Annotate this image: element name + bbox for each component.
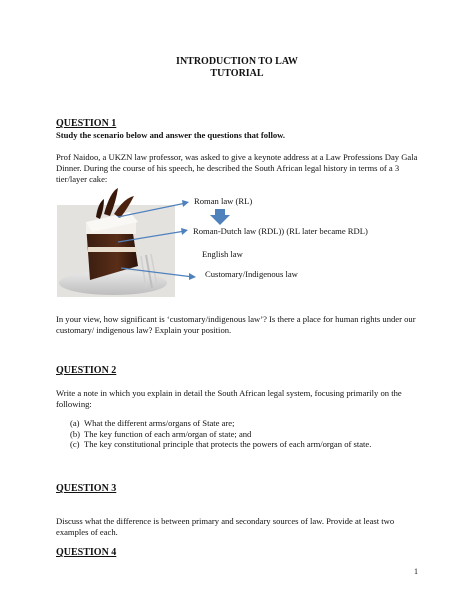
question-1-heading: QUESTION 1 xyxy=(56,118,117,129)
arrow-head-icon xyxy=(189,273,196,280)
down-arrow-icon xyxy=(210,209,230,225)
arrow-head-icon xyxy=(181,228,188,235)
label-customary-law: Customary/Indigenous law xyxy=(205,269,298,279)
list-item: (a) What the different arms/organs of State are; xyxy=(70,418,235,428)
label-roman-law: Roman law (RL) xyxy=(194,196,253,206)
document-subtitle: TUTORIAL xyxy=(210,68,264,79)
arrow-to-roman-law xyxy=(118,203,186,217)
arrow-to-customary-law xyxy=(121,268,193,277)
label-english-law: English law xyxy=(202,249,243,259)
question-1-instruction: Study the scenario below and answer the questions that follow. xyxy=(56,130,286,140)
question-3-text: Discuss what the difference is between primary and secondary sources of law. Provide at least two examples of each. xyxy=(56,516,395,537)
question-3-heading: QUESTION 3 xyxy=(56,483,117,494)
document-title: INTRODUCTION TO LAW xyxy=(176,56,298,67)
arrow-head-icon xyxy=(182,200,189,207)
page-number: 1 xyxy=(414,567,418,576)
arrow-to-roman-dutch-law xyxy=(118,231,185,242)
label-roman-dutch-law: Roman-Dutch law (RDL)) (RL later became RDL) xyxy=(193,226,368,236)
list-item: (c) The key constitutional principle that protects the powers of each arm/organ of state. xyxy=(70,439,372,449)
question-2-heading: QUESTION 2 xyxy=(56,365,117,376)
question-2-list xyxy=(70,418,371,450)
question-1-scenario: Prof Naidoo, a UKZN law professor, was asked to give a keynote address at a Law Professions Day Gala Dinner. During the course of his speech, he described the South African legal history in terms of a 3 tier/layer cake: xyxy=(56,152,418,184)
question-2-intro: Write a note in which you explain in detail the South African legal system, focusing primarily on the following: xyxy=(56,388,402,409)
question-4-heading: QUESTION 4 xyxy=(56,547,117,558)
list-item: (b) The key function of each arm/organ of state; and xyxy=(70,428,252,439)
question-1-text: In your view, how significant is ‘customary/indigenous law’? Is there a place for human rights under our customary/ indigenous law? Explain your position. xyxy=(56,314,416,335)
